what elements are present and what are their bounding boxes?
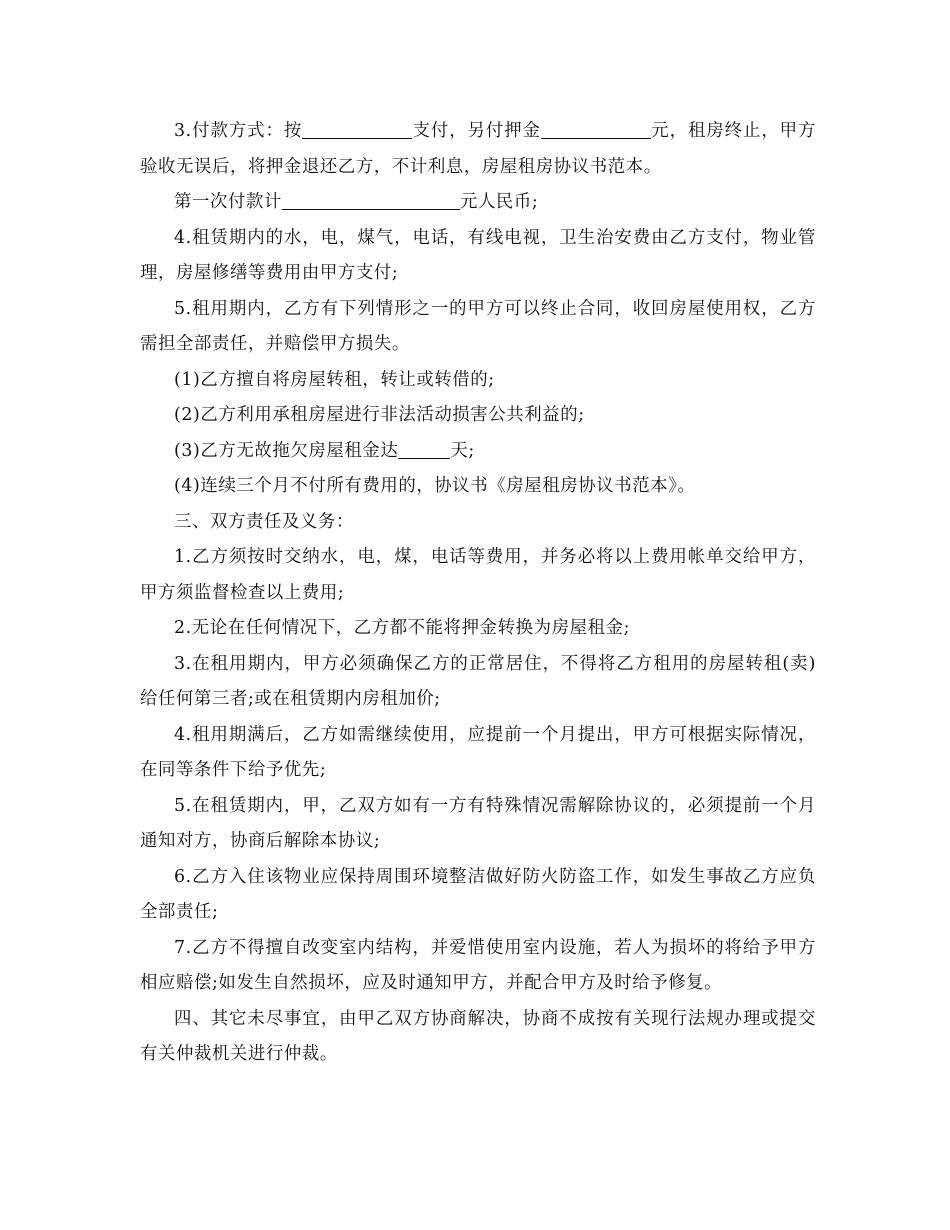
deposit-amount-blank[interactable] [541,116,651,139]
paragraph-item-3 [140,434,816,470]
paragraph-duty-3: 3.在租用期内，甲方必须确保乙方的正常居住，不得将乙方租用的房屋转租(卖)给任何第三者;或在租赁期内房租加价; [140,653,816,709]
paragraph-text: 3.付款方式：按 [174,121,303,141]
paragraph-text: 支付，另付押金 [412,121,541,141]
paragraph-duty-1: 1.乙方须按时交纳水，电，煤，电话等费用，并务必将以上费用帐单交给甲方，甲方须监督检查以上费用; [140,547,816,603]
payment-method-blank[interactable] [302,116,412,139]
overdue-days-blank[interactable] [398,436,450,459]
paragraph-termination: 5.租用期内，乙方有下列情形之一的甲方可以终止合同，收回房屋使用权，乙方需担全部责任，并赔偿甲方损失。 [140,298,816,354]
paragraph-duty-4: 4.租用期满后，乙方如需继续使用，应提前一个月提出，甲方可根据实际情况，在同等条件下给予优先; [140,724,816,780]
paragraph-text: (3)乙方无故拖欠房屋租金达 [174,440,399,461]
paragraph-duty-6: 6.乙方入住该物业应保持周围环境整洁做好防火防盗工作，如发生事故乙方应负全部责任; [140,866,816,922]
paragraph-other-matters: 四、其它未尽事宜，由甲乙双方协商解决，协商不成按有关现行法规办理或提交有关仲裁机关进行仲裁。 [140,1008,816,1064]
paragraph-item-2: (2)乙方利用承租房屋进行非法活动损害公共利益的; [174,405,585,425]
paragraph-text: 元，租房终止，甲方验收无误后，将押金退还乙方，不计利息，房屋租房协议书范本。 [140,121,816,177]
paragraph-duty-2: 2.无论在任何情况下，乙方都不能将押金转换为房屋租金; [174,618,631,638]
paragraph-item-1: (1)乙方擅自将房屋转租，转让或转借的; [174,369,495,390]
document-body [140,114,816,1073]
paragraph-item-4: (4)连续三个月不付所有费用的，协议书《房屋租房协议书范本》。 [174,476,696,496]
paragraph-text: 元人民币; [459,192,539,212]
paragraph-payment-method [140,114,816,185]
paragraph-duty-5: 5.在租赁期内，甲，乙双方如有一方有特殊情况需解除协议的，必须提前一个月通知对方，协商后解除本协议; [140,795,816,851]
paragraph-text: 天; [450,440,475,461]
first-payment-blank[interactable] [282,187,460,210]
section-heading-responsibilities: 三、双方责任及义务： [174,511,354,532]
paragraph-duty-7: 7.乙方不得擅自改变室内结构，并爱惜使用室内设施，若人为损坏的将给予甲方相应赔偿;如发生自然损坏，应及时通知甲方，并配合甲方及时给予修复。 [140,937,816,993]
paragraph-utilities: 4.租赁期内的水，电，煤气，电话，有线电视，卫生治安费由乙方支付，物业管理，房屋修缮等费用由甲方支付; [140,227,816,283]
paragraph-text: 第一次付款计 [174,192,282,212]
paragraph-first-payment [140,185,816,221]
